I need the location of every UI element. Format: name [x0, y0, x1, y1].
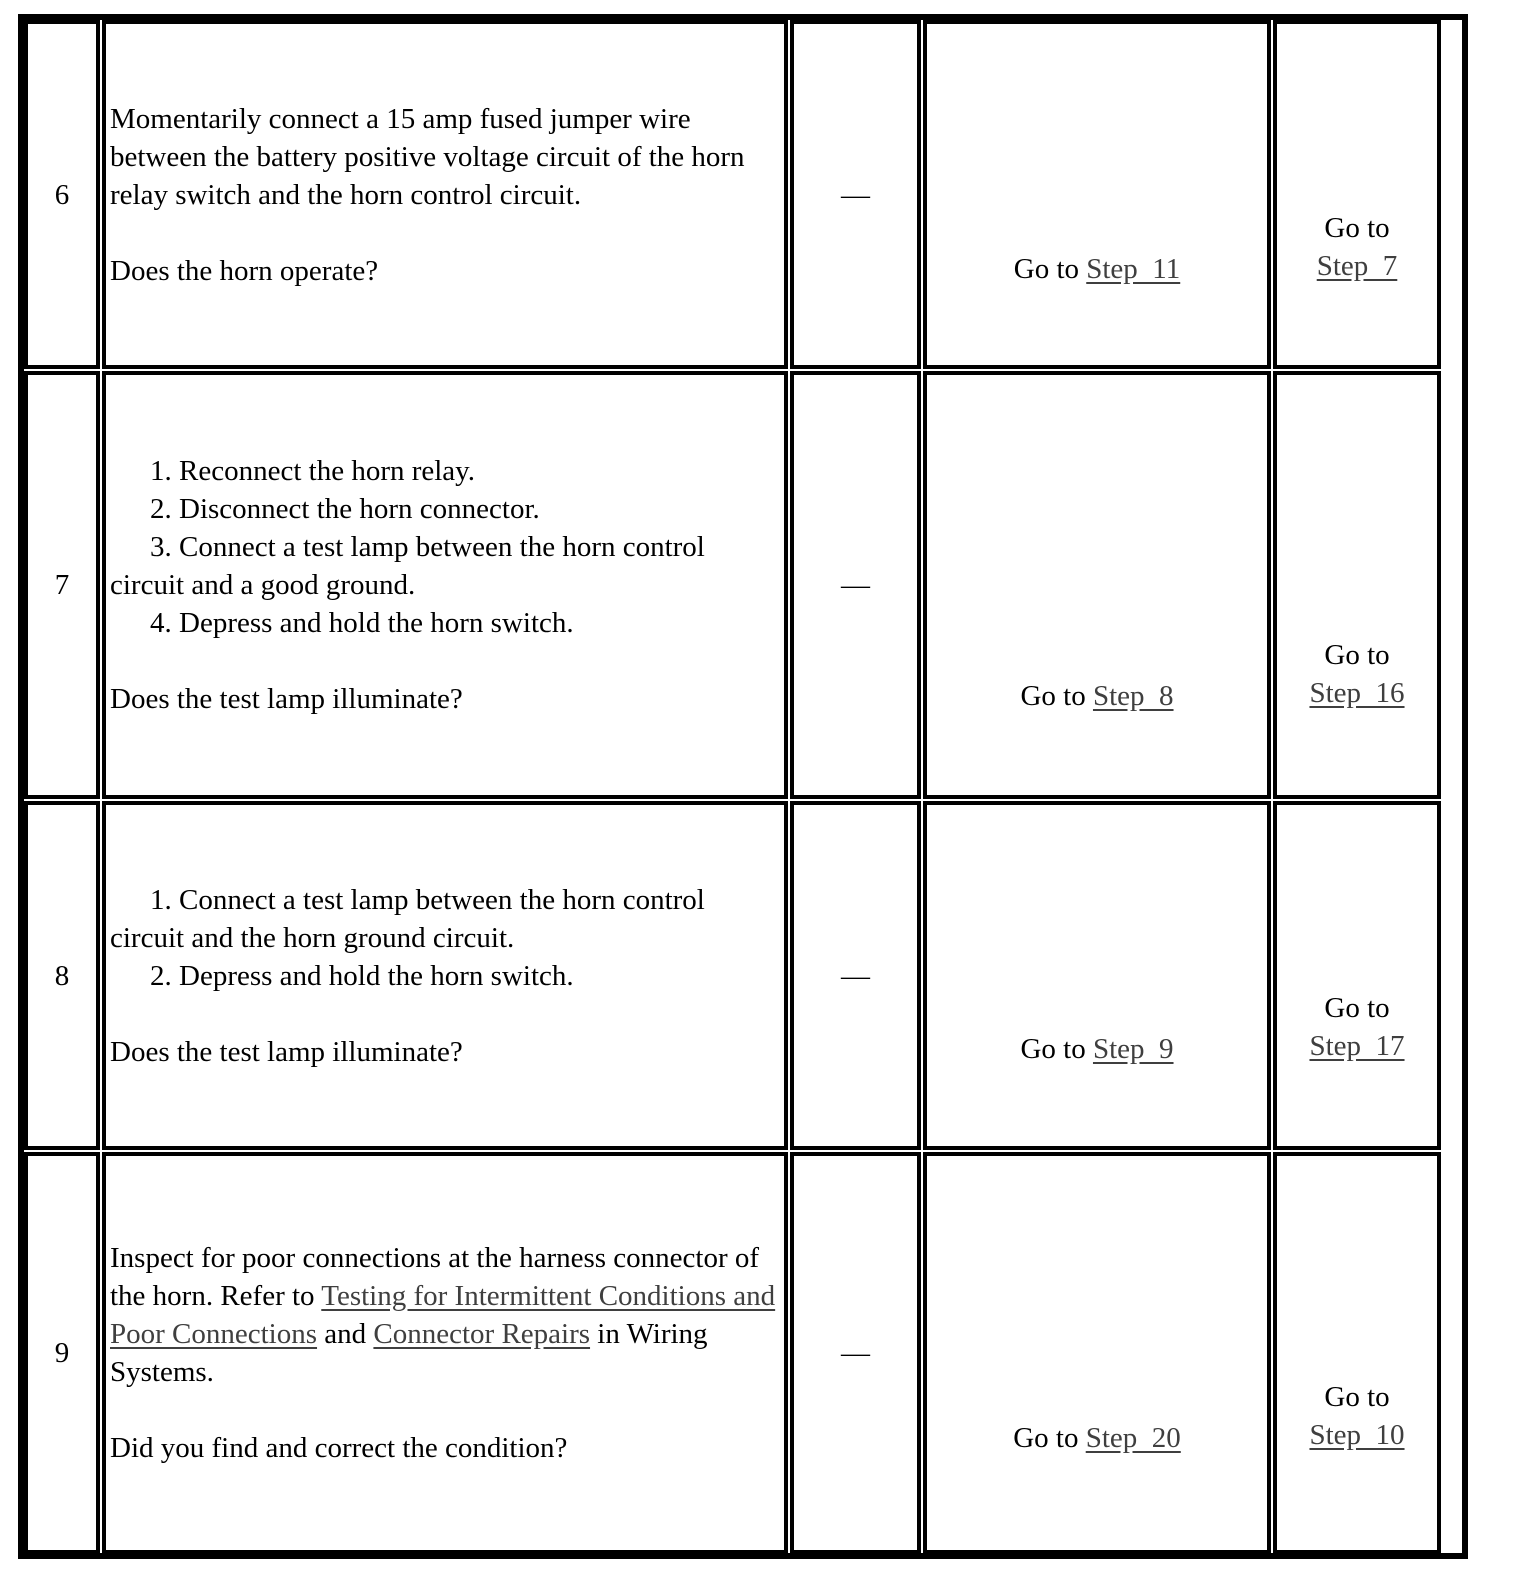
procedure-list	[110, 881, 782, 995]
value-dash: —	[841, 959, 870, 992]
step-number-cell	[24, 20, 100, 369]
question-text: Does the horn operate?	[110, 254, 379, 287]
testing-intermittent-link[interactable]: Testing for Intermittent Conditions and Poor Connections	[110, 1280, 776, 1350]
action-cell	[102, 20, 788, 369]
question-text: Did you find and correct the condition?	[110, 1432, 568, 1464]
action-cell	[102, 1152, 788, 1554]
action-cell	[102, 801, 788, 1150]
procedure-list	[110, 452, 782, 642]
value-cell	[790, 1152, 921, 1554]
action-text: Momentarily connect a 15 amp fused jumper wire between the battery positive voltage circuit of the horn relay switch and the horn control circuit.	[110, 102, 745, 211]
list-item: 1. Reconnect the horn relay.	[150, 455, 476, 487]
action-text: Inspect for poor connections at the harness connector of the horn. Refer to Testing for Intermittent Conditions and Poor Connections and Connector Repairs in Wiring Systems.	[110, 1242, 776, 1388]
list-item: 2. Depress and hold the horn switch.	[150, 959, 574, 992]
action-cell	[102, 371, 788, 799]
step-number-cell	[24, 371, 100, 799]
step-number: 8	[54, 959, 70, 992]
yes-step-link[interactable]: Step 11	[1086, 253, 1181, 285]
connector-repairs-link[interactable]: Connector Repairs	[373, 1318, 591, 1350]
value-dash: —	[841, 1337, 870, 1369]
no-cell	[1273, 801, 1441, 1150]
yes-prefix: Go to	[1013, 1422, 1079, 1454]
yes-step-link[interactable]: Step 20	[1085, 1422, 1181, 1454]
step-number: 9	[54, 1337, 70, 1369]
list-item: 3. Connect a test lamp between the horn control circuit and a good ground.	[110, 531, 705, 601]
no-step-link[interactable]: Step 16	[1309, 677, 1405, 709]
value-dash: —	[841, 178, 870, 211]
no-cell	[1273, 1152, 1441, 1554]
yes-cell	[923, 1152, 1271, 1554]
no-cell	[1273, 20, 1441, 369]
no-prefix: Go to	[1324, 1381, 1390, 1413]
no-prefix: Go to	[1324, 212, 1390, 244]
no-step-link[interactable]: Step 7	[1316, 250, 1398, 282]
value-cell	[790, 371, 921, 799]
yes-prefix: Go to	[1020, 680, 1086, 712]
no-cell	[1273, 371, 1441, 799]
list-item: 2. Disconnect the horn connector.	[150, 493, 540, 525]
value-cell	[790, 20, 921, 369]
step-number: 6	[54, 178, 70, 211]
no-step-link[interactable]: Step 10	[1309, 1419, 1405, 1451]
no-prefix: Go to	[1324, 992, 1390, 1024]
list-item: 4. Depress and hold the horn switch.	[150, 607, 574, 639]
yes-prefix: Go to	[1013, 253, 1079, 285]
list-item: 1. Connect a test lamp between the horn control circuit and the horn ground circuit.	[110, 883, 705, 954]
step-number-cell	[24, 801, 100, 1150]
yes-step-link[interactable]: Step 8	[1092, 680, 1174, 712]
question-text: Does the test lamp illuminate?	[110, 683, 463, 715]
step-number-cell	[24, 1152, 100, 1554]
yes-cell	[923, 20, 1271, 369]
value-cell	[790, 801, 921, 1150]
no-prefix: Go to	[1324, 639, 1390, 671]
question-text: Does the test lamp illuminate?	[110, 1035, 463, 1068]
yes-cell	[923, 801, 1271, 1150]
yes-step-link[interactable]: Step 9	[1092, 1033, 1174, 1065]
yes-cell	[923, 371, 1271, 799]
no-step-link[interactable]: Step 17	[1309, 1030, 1405, 1062]
value-dash: —	[841, 569, 870, 601]
step-number: 7	[54, 569, 70, 601]
yes-prefix: Go to	[1020, 1033, 1086, 1065]
